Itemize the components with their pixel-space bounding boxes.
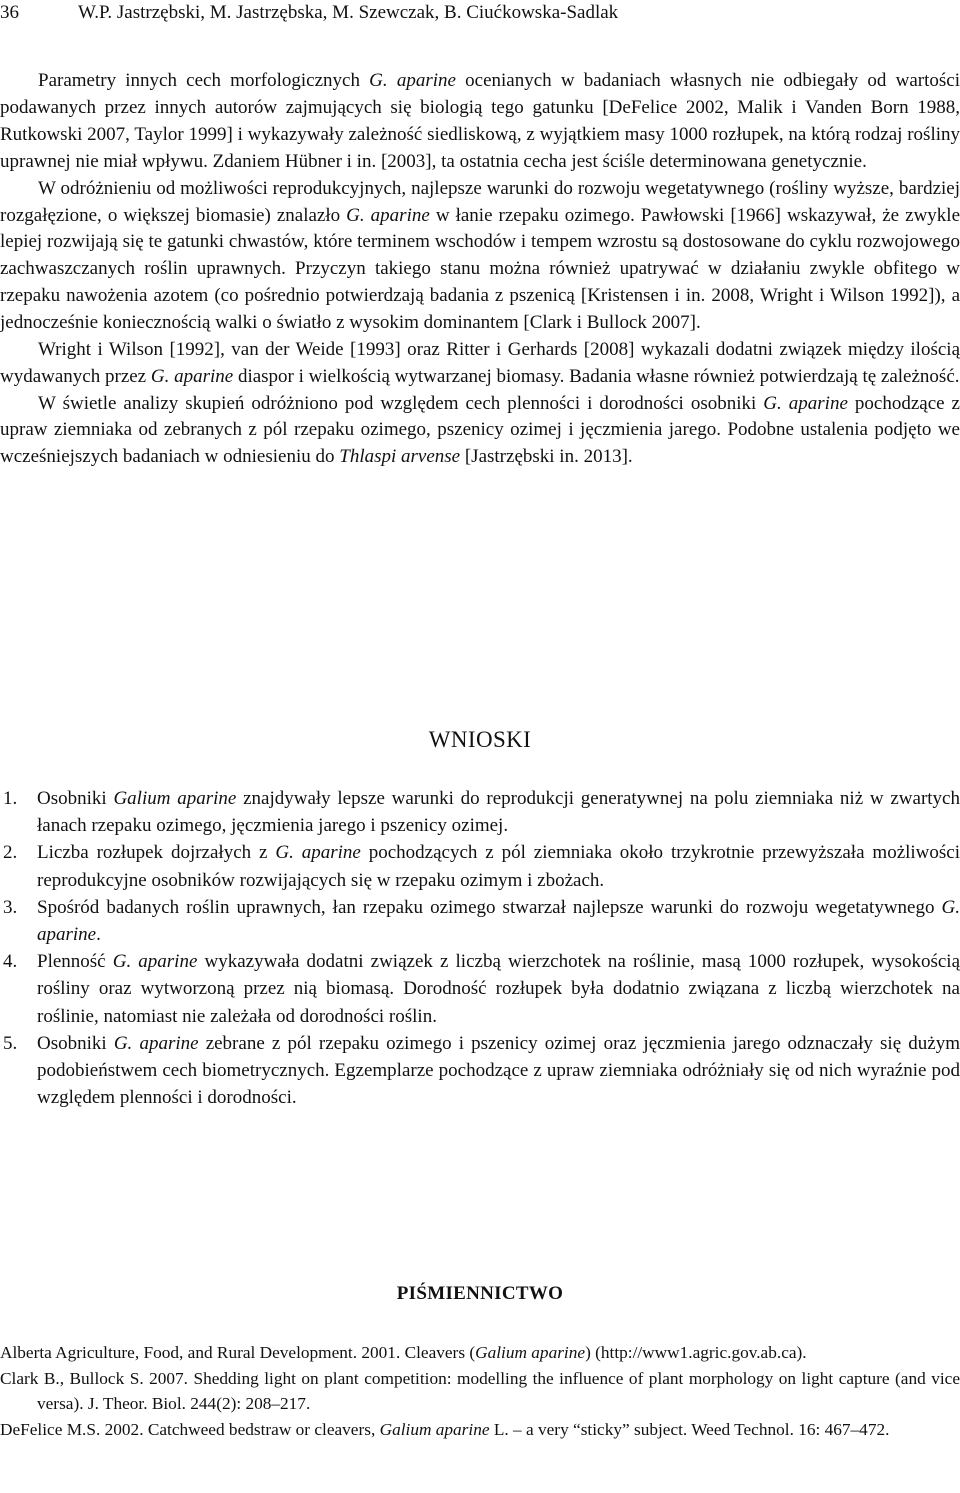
conclusion-item bbox=[0, 839, 960, 893]
conclusion-text: Osobniki Galium aparine znajdywały lepsze warunki do reprodukcji generatywnej na polu ziemniaka niż w zwartych łanach rzepaku ozimego, jęczmienia jarego i pszenicy ozimej. bbox=[37, 788, 960, 837]
italic-text: G. aparine bbox=[37, 896, 960, 946]
conclusion-item bbox=[0, 948, 960, 1030]
running-head-authors: W.P. Jastrzębski, M. Jastrzębska, M. Szewczak, B. Ciućkowska-Sadlak bbox=[78, 2, 619, 23]
conclusion-text: Spośród badanych roślin uprawnych, łan rzepaku ozimego stwarzał najlepsze warunki do rozwoju wegetatywnego G. aparine. bbox=[37, 896, 960, 946]
page-header bbox=[0, 2, 960, 26]
italic-text: G. aparine bbox=[763, 392, 848, 414]
conclusion-number: 1. bbox=[3, 788, 18, 809]
italic-text: Galium aparine bbox=[113, 788, 237, 809]
italic-text: G. aparine bbox=[112, 951, 198, 973]
references-list bbox=[0, 1340, 960, 1442]
italic-text: Thlaspi arvense bbox=[339, 445, 461, 467]
italic-text: G. aparine bbox=[113, 1032, 199, 1054]
paragraph: Wright i Wilson [1992], van der Weide [1993] oraz Ritter i Gerhards [2008] wykazali dodatni związek między ilością wydawanych przez G. aparine diaspor i wielkością wytwarzanej biomasy. Badania własne również potwierdzają tę zależność. bbox=[0, 339, 960, 387]
conclusion-text: Osobniki G. aparine zebrane z pól rzepaku ozimego i pszenicy ozimej oraz jęczmienia jarego odznaczały się dużym podobieństwem cech biometrycznych. Egzemplarze pochodzące z upraw ziemniaka odróżniały się od nich wyraźnie pod względem plenności i dorodności. bbox=[37, 1032, 960, 1109]
italic-text: G. aparine bbox=[346, 204, 430, 226]
paragraph: W świetle analizy skupień odróżniono pod względem cech plenności i dorodności osobniki G. aparine pochodzące z upraw ziemniaka od zebranych z pól rzepaku ozimego, pszenicy ozimej i jęczmienia jarego. Podobne ustalenia podjęto we wcześniejszych badaniach w odniesieniu do Thlaspi arvense [Jastrzębski in. 2013]. bbox=[0, 392, 960, 467]
page-number: 36 bbox=[0, 2, 19, 23]
conclusions-list bbox=[0, 785, 960, 1111]
reference-item: DeFelice M.S. 2002. Catchweed bedstraw or cleavers, Galium aparine L. – a very “sticky” subject. Weed Technol. 16: 467–472. bbox=[0, 1419, 890, 1439]
conclusion-number: 5. bbox=[3, 1032, 18, 1054]
italic-text: G. aparine bbox=[369, 70, 456, 91]
italic-text: Galium aparine bbox=[379, 1419, 490, 1439]
paragraph: W odróżnieniu od możliwości reprodukcyjnych, najlepsze warunki do rozwoju wegetatywnego (rośliny wyższe, bardziej rozgałęzione, o większej biomasie) znalazło G. aparine w łanie rzepaku ozimego. Pawłowski [1966] wskazywał, że zwykle lepiej rozwijają się te gatunki chwastów, które terminem wschodów i tempem wzrostu są dostosowane do cyklu rozwojowego zachwaszczanych roślin uprawnych. Przyczyn takiego stanu można również upatrywać w działaniu zwykle obfitego w rzepaku nawożenia azotem (co pośrednio potwierdzają badania z pszenicą [Kristensen i in. 2008, Wright i Wilson 1992]), a jednocześnie koniecznością walki o światło z wysokim dominantem [Clark i Bullock 2007]. bbox=[0, 177, 960, 334]
italic-text: Galium aparine bbox=[475, 1343, 586, 1362]
references-heading: PIŚMIENNICTWO bbox=[396, 1283, 564, 1304]
conclusion-item bbox=[0, 785, 960, 839]
conclusion-number: 4. bbox=[3, 951, 18, 973]
conclusion-text: Plenność G. aparine wykazywała dodatni związek z liczbą wierzchotek na roślinie, masą 1000 rozłupek, wysokością rośliny oraz wytworzoną przez nią biomasą. Dorodność rozłupek była dodatnio związana z liczbą wierzchotek na roślinie, natomiast nie zależała od dorodności roślin. bbox=[37, 951, 960, 1027]
conclusion-item bbox=[0, 894, 960, 948]
discussion-text bbox=[0, 68, 960, 470]
italic-text: G. aparine bbox=[275, 842, 361, 864]
reference-item: Clark B., Bullock S. 2007. Shedding light on plant competition: modelling the influence of plant morphology on light capture (and vice versa). J. Theor. Biol. 244(2): 208–217. bbox=[0, 1368, 960, 1413]
reference-item: Alberta Agriculture, Food, and Rural Development. 2001. Cleavers (Galium aparine) (http://www1.agric.gov.ab.ca). bbox=[0, 1343, 807, 1362]
conclusions-heading: WNIOSKI bbox=[428, 727, 532, 752]
italic-text: G. aparine bbox=[150, 365, 234, 387]
conclusion-text: Liczba rozłupek dojrzałych z G. aparine pochodzących z pól ziemniaka około trzykrotnie przewyższała możliwości reprodukcyjne osobników rozwijających się w rzepaku ozimym i zbożach. bbox=[37, 842, 960, 891]
paragraph: Parametry innych cech morfologicznych G. aparine ocenianych w badaniach własnych nie odbiegały od wartości podawanych przez innych autorów zajmujących się biologią tego gatunku [DeFelice 2002, Malik i Vanden Born 1988, Rutkowski 2007, Taylor 1999] i wykazywały zależność siedliskową, z wyjątkiem masy 1000 rozłupek, na którą rodzaj rośliny uprawnej nie miał wpływu. Zdaniem Hübner i in. [2003], ta ostatnia cecha jest ściśle determinowana genetycznie. bbox=[0, 70, 960, 172]
conclusion-number: 3. bbox=[3, 896, 18, 918]
conclusion-item bbox=[0, 1030, 960, 1112]
conclusion-number: 2. bbox=[3, 842, 18, 864]
